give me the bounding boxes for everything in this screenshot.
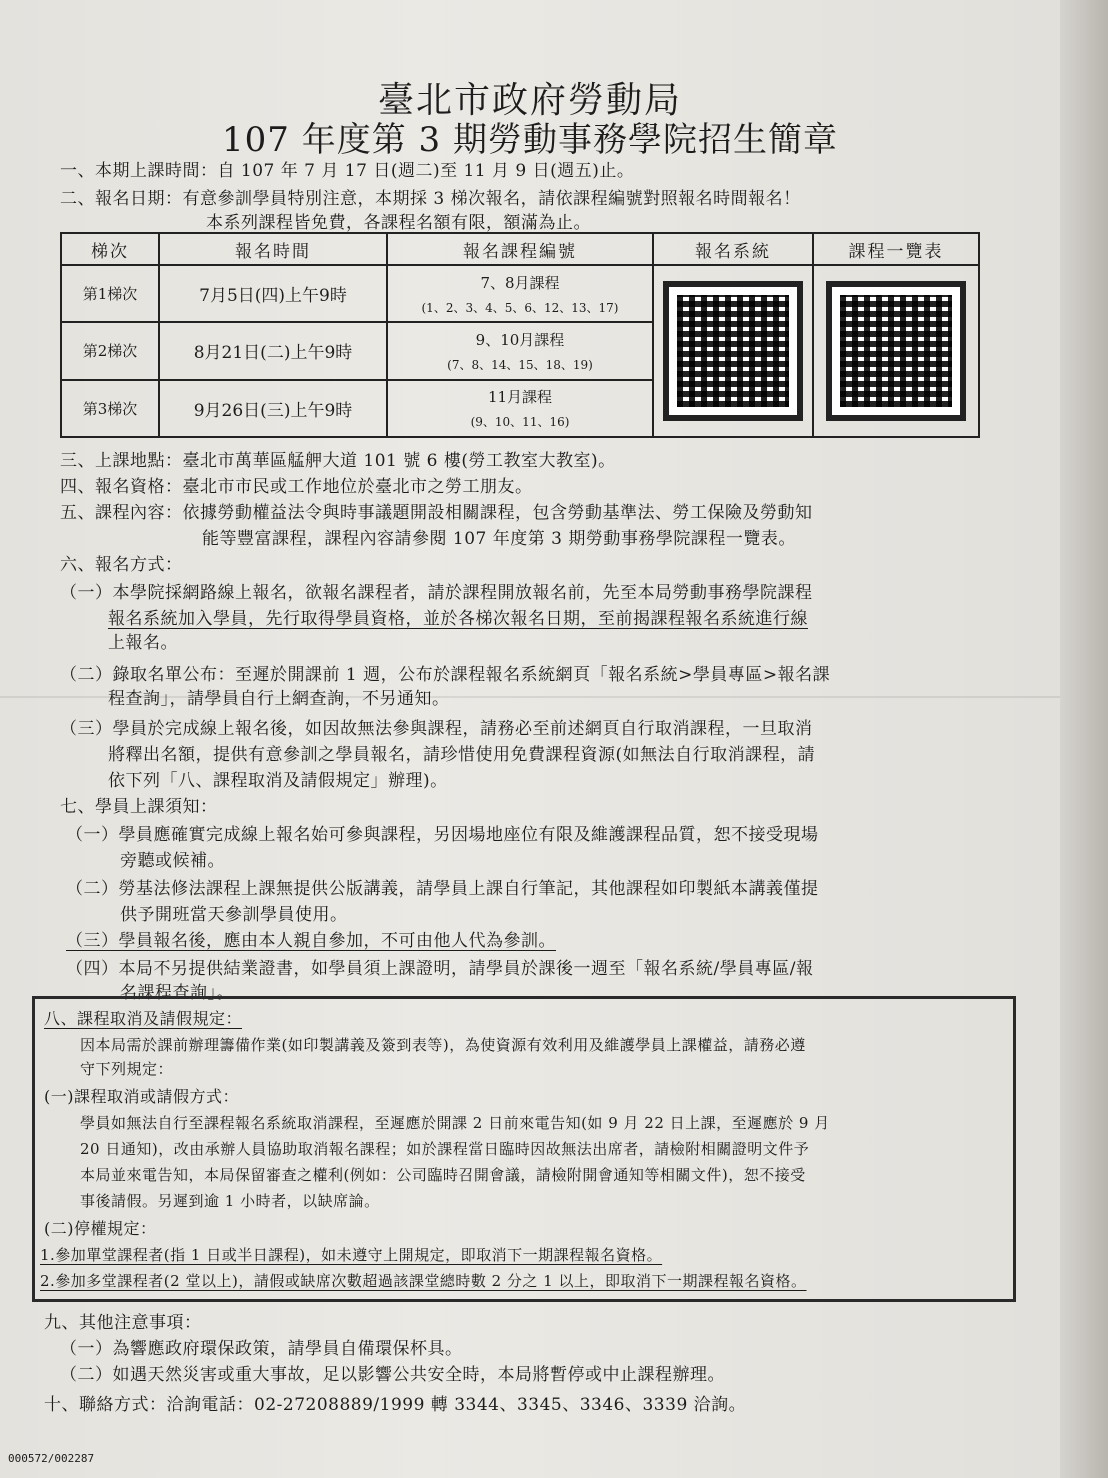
qr-registration-system[interactable] [653,265,813,437]
cell-batch: 第2梯次 [61,322,159,379]
section-10: 十、聯絡方式：洽詢電話：02-27208889/1999 轉 3344、3345、3346、3339 洽詢。 [44,1395,747,1415]
section-9: 九、其他注意事項： [44,1313,202,1333]
section-6-2-line1: （二）錄取名單公布：至遲於開課前 1 週，公布於課程報名系統網頁「報名系統>學員專區>報名課 [60,665,831,685]
section-6-1-line2: 報名系統加入學員，先行取得學員資格，並於各梯次報名日期，至前揭課程報名系統進行線 [108,609,808,629]
cell-course [387,380,653,437]
section-5-line2: 能等豐富課程，課程內容請參閱 107 年度第 3 期勞動事務學院課程一覽表。 [202,529,796,549]
course-codes: (7、8、14、15、18、19) [447,357,593,372]
section-8-2: (二)停權規定： [44,1219,157,1238]
section-8: 八、課程取消及請假規定： [44,1009,243,1028]
header-system: 報名系統 [653,233,813,265]
section-2-line1: 二、報名日期：有意參訓學員特別注意，本期採 3 梯次報名，請依課程編號對照報名時間報名！ [60,189,801,209]
section-8-line2: 守下列規定： [80,1060,174,1078]
course-label: 9、10月課程 [475,330,565,349]
section-8-1: (一)課程取消或請假方式： [44,1087,239,1106]
cell-time: 9月26日(三)上午9時 [159,380,387,437]
section-8-2-line1: 1.參加單堂課程者(指 1 日或半日課程)，如未遵守上開規定，即取消下一期課程報名資格。 [40,1246,663,1264]
section-7-4-line1: （四）本局不另提供結業證書，如學員須上課證明，請學員於課後一週至「報名系統/學員專區/報 [66,959,814,979]
section-8-1-line2: 20 日通知)，改由承辦人員協助取消報名課程；如於課程當日臨時因故無法出席者，請檢附相關證明文件予 [80,1140,810,1158]
section-7-3: （三）學員報名後，應由本人親自參加，不可由他人代為參訓。 [66,931,556,951]
doc-subtitle: 107 年度第 3 期勞動事務學院招生簡章 [222,120,838,160]
schedule-table [60,232,980,438]
section-8-1-line1: 學員如無法自行至課程報名系統取消課程，至遲應於開課 2 日前來電告知(如 9 月 22 日上課，至遲應於 9 月 [80,1114,830,1132]
section-6-3-line3: 依下列「八、課程取消及請假規定」辦理)。 [108,771,448,791]
section-7: 七、學員上課須知： [60,797,218,817]
header-list: 課程一覽表 [813,233,979,265]
header-batch: 梯次 [61,233,159,265]
cell-course [387,265,653,322]
qr-code-icon [832,287,960,415]
section-7-1-line1: （一）學員應確實完成線上報名始可參與課程，另因場地座位有限及維護課程品質，恕不接受現場 [66,825,819,845]
cell-course [387,322,653,379]
section-6-3-line2: 將釋出名額，提供有意參訓之學員報名，請珍惜使用免費課程資源(如無法自行取消課程，請 [108,745,816,765]
section-4: 四、報名資格：臺北市市民或工作地位於臺北市之勞工朋友。 [60,477,533,497]
table-header-row [61,233,979,265]
cell-time: 7月5日(四)上午9時 [159,265,387,322]
section-9-1: （一）為響應政府環保政策，請學員自備環保杯具。 [60,1339,463,1359]
section-7-2-line2: 供予開班當天參訓學員使用。 [120,905,348,925]
section-8-2-line2: 2.參加多堂課程者(2 堂以上)，請假或缺席次數超過該課堂總時數 2 分之 1 以上，即取消下一期課程報名資格。 [40,1272,807,1290]
section-7-4-line2: 名課程查詢」。 [120,983,234,1003]
section-6: 六、報名方式： [60,555,183,575]
section-6-3-line1: （三）學員於完成線上報名後，如因故無法參與課程，請務必至前述網頁自行取消課程，一旦取消 [60,719,813,739]
header-time: 報名時間 [159,233,387,265]
course-codes: (1、2、3、4、5、6、12、13、17) [421,300,619,315]
cell-time: 8月21日(二)上午9時 [159,322,387,379]
section-3: 三、上課地點：臺北市萬華區艋舺大道 101 號 6 樓(勞工教室大教室)。 [60,451,616,471]
qr-code-icon [669,287,797,415]
page-edge [1060,0,1108,1478]
course-label: 11月課程 [487,388,553,407]
doc-title: 臺北市政府勞動局 [377,80,682,121]
cell-batch: 第1梯次 [61,265,159,322]
section-6-2-line2: 程查詢」，請學員自行上網查詢，不另通知。 [108,689,450,709]
section-6-1-line3: 上報名。 [108,633,178,653]
section-7-2-line1: （二）勞基法修法課程上課無提供公版講義，請學員上課自行筆記，其他課程如印製紙本講義僅提 [66,879,819,899]
section-1: 一、本期上課時間：自 107 年 7 月 17 日(週二)至 11 月 9 日(週五)止。 [60,161,635,181]
header-course: 報名課程編號 [387,233,653,265]
section-8-line1: 因本局需於課前辦理籌備作業(如印製講義及簽到表等)，為使資源有效利用及維護學員上課權益，請務必遵 [80,1036,806,1054]
table-row [61,265,979,322]
section-8-1-line3: 本局並來電告知，本局保留審查之權利(例如：公司臨時召開會議，請檢附開會通知等相關文件)，恕不接受 [80,1166,806,1184]
section-7-1-line2: 旁聽或候補。 [120,851,225,871]
course-codes: (9、10、11、16) [470,415,570,430]
section-6-1-line1: （一）本學院採網路線上報名，欲報名課程者，請於課程開放報名前，先至本局勞動事務學院課程 [60,583,813,603]
qr-course-list[interactable] [813,265,979,437]
cell-batch: 第3梯次 [61,380,159,437]
section-2-line2: 本系列課程皆免費，各課程名額有限，額滿為止。 [206,213,591,233]
section-8-1-line4: 事後請假。另遲到逾 1 小時者，以缺席論。 [80,1192,380,1210]
section-5-line1: 五、課程內容：依據勞動權益法令與時事議題開設相關課程，包含勞動基準法、勞工保險及勞動知 [60,503,813,523]
document-code: 000572/002287 [8,1452,95,1465]
section-9-2: （二）如遇天然災害或重大事故，足以影響公共安全時，本局將暫停或中止課程辦理。 [60,1365,725,1385]
course-label: 7、8月課程 [480,273,560,292]
